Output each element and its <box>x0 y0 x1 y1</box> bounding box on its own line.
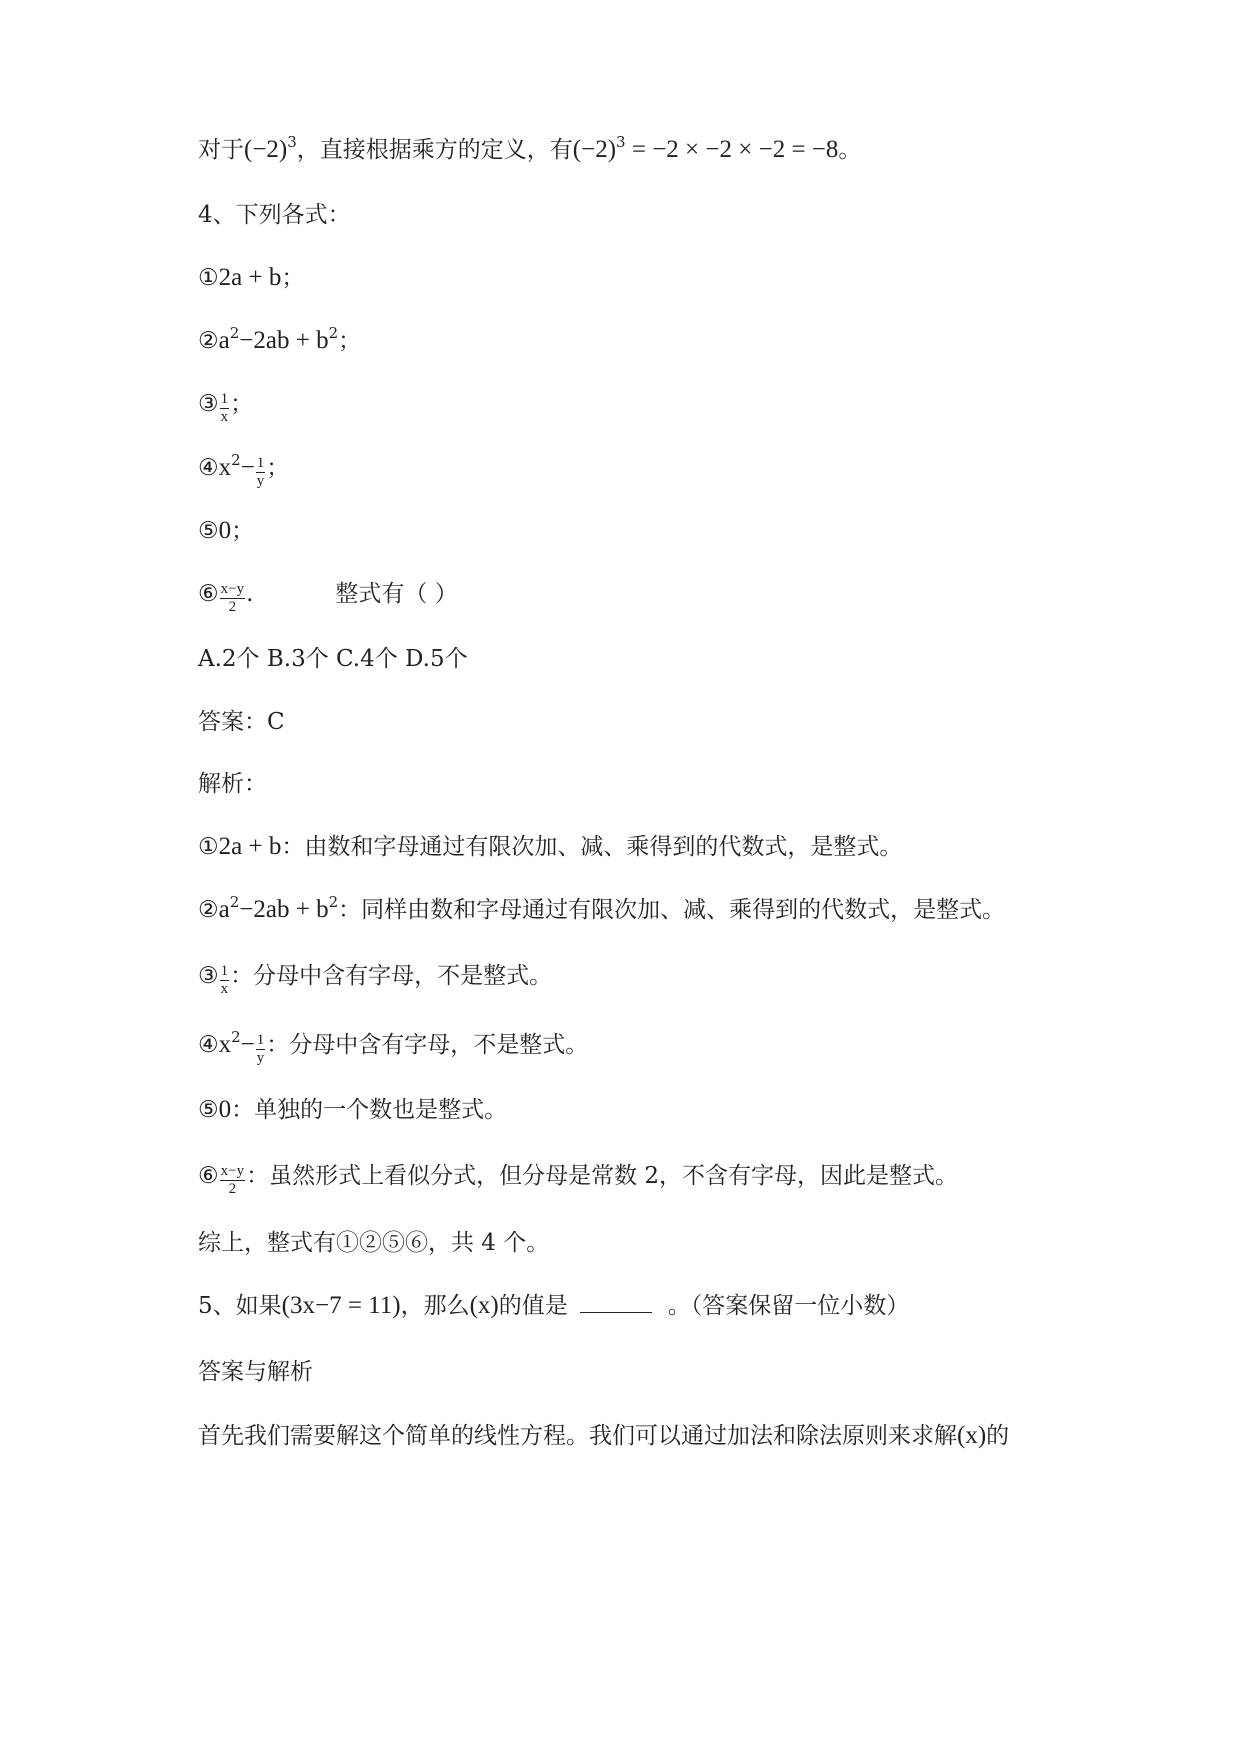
fraction <box>220 392 230 425</box>
answer-explanation-heading: 答案与解析 <box>198 1359 313 1385</box>
denominator: x <box>220 408 229 425</box>
text: 的值是 <box>498 1293 568 1319</box>
answer-choices: A.2个 B.3个 C.4个 D.5个 <box>198 646 468 672</box>
power-explanation-line <box>198 134 861 166</box>
math-expression: −2ab + b <box>239 896 329 923</box>
math-base: (−2) <box>244 136 288 163</box>
option-3 <box>198 388 254 425</box>
explanation-5 <box>198 1094 507 1126</box>
exponent: 3 <box>616 133 626 151</box>
fraction <box>220 1164 245 1197</box>
circled-number: ② <box>198 897 219 923</box>
circled-number: ⑤ <box>198 518 219 544</box>
math-expression: 0 <box>218 517 232 544</box>
math-expression: = −2 × −2 × −2 = −8 <box>625 136 839 163</box>
denominator: 2 <box>228 598 237 615</box>
exponent: 2 <box>229 324 240 342</box>
text: ，直接根据乘方的定义，有 <box>296 137 573 163</box>
option-4 <box>198 451 290 489</box>
text: 5、如果 <box>198 1293 282 1319</box>
summary-line: 综上，整式有①②⑤⑥，共 4 个。 <box>198 1230 550 1256</box>
circled-number: ⑥ <box>198 581 219 607</box>
math-expression: −2ab + b <box>239 327 329 354</box>
math-expression: a <box>218 327 230 354</box>
punctuation: . <box>246 581 254 607</box>
circled-number: ③ <box>198 963 219 989</box>
circled-number: ④ <box>198 455 219 481</box>
punctuation: ； <box>230 391 254 417</box>
question-5 <box>198 1290 909 1322</box>
text: 首先我们需要解这个简单的线性方程。我们可以通过加法和除法原则来求解 <box>198 1423 957 1449</box>
circled-number: ① <box>198 834 219 860</box>
option-1 <box>198 262 304 294</box>
exponent: 2 <box>231 451 241 469</box>
denominator: y <box>256 472 265 489</box>
equation: (3x−7 = 11) <box>281 1292 401 1319</box>
variable: (x) <box>957 1422 987 1449</box>
math-expression: 2a + b <box>218 264 282 291</box>
question-4-title: 4、下列各式： <box>198 202 351 228</box>
punctuation: ； <box>266 455 290 481</box>
answer-blank <box>580 1292 652 1313</box>
text: ，那么 <box>400 1293 470 1319</box>
circled-number: ① <box>198 265 219 291</box>
denominator: x <box>220 980 229 997</box>
denominator: y <box>256 1049 265 1066</box>
fraction <box>220 582 245 615</box>
circled-number: ③ <box>198 391 219 417</box>
fraction <box>220 964 230 997</box>
fraction <box>256 1033 266 1066</box>
exponent: 2 <box>231 1028 241 1046</box>
explanation-6 <box>198 1160 959 1197</box>
circled-number: ⑤ <box>198 1097 219 1123</box>
denominator: 2 <box>228 1180 237 1197</box>
minus-sign: − <box>240 1031 255 1058</box>
explanation-text: ：单独的一个数也是整式。 <box>231 1097 508 1123</box>
text: 。 <box>838 137 862 163</box>
explanation-text: ：由数和字母通过有限次加、减、乘得到的代数式，是整式。 <box>281 834 903 860</box>
math-expression: 2a + b <box>218 833 282 860</box>
circled-number: ② <box>198 328 219 354</box>
solution-intro <box>198 1420 1009 1452</box>
punctuation: ； <box>338 328 362 354</box>
math-expression: 0 <box>218 1096 232 1123</box>
math-expression: a <box>218 896 230 923</box>
question-prompt: 整式有（ ） <box>335 581 458 607</box>
circled-number: ④ <box>198 1032 219 1058</box>
explanation-3 <box>198 960 553 997</box>
numerator: x−y <box>220 580 245 597</box>
punctuation: ； <box>281 265 305 291</box>
numerator: 1 <box>256 454 265 471</box>
punctuation: ； <box>231 518 255 544</box>
explanation-text: ：同样由数和字母通过有限次加、减、乘得到的代数式，是整式。 <box>338 897 1006 923</box>
explanation-text: ：分母中含有字母，不是整式。 <box>266 1032 589 1058</box>
explanation-text: ：分母中含有字母，不是整式。 <box>230 963 553 989</box>
answer-line: 答案：C <box>198 709 285 735</box>
option-6 <box>198 578 458 615</box>
math-expression: x <box>218 1031 232 1058</box>
numerator: 1 <box>220 390 229 407</box>
circled-number: ⑥ <box>198 1163 219 1189</box>
variable: (x) <box>469 1292 499 1319</box>
analysis-heading: 解析： <box>198 771 267 797</box>
explanation-1 <box>198 831 902 863</box>
exponent: 2 <box>328 324 339 342</box>
option-5 <box>198 515 254 547</box>
numerator: 1 <box>256 1031 265 1048</box>
numerator: x−y <box>220 1162 245 1179</box>
explanation-4 <box>198 1028 589 1066</box>
exponent: 3 <box>287 133 297 151</box>
math-expression: x <box>218 454 232 481</box>
text: 。（答案保留一位小数） <box>667 1293 910 1319</box>
text: 对于 <box>198 137 244 163</box>
text: 的 <box>986 1423 1010 1449</box>
minus-sign: − <box>240 454 255 481</box>
math-base: (−2) <box>572 136 617 163</box>
option-2 <box>198 325 361 357</box>
explanation-2 <box>198 894 1005 926</box>
exponent: 2 <box>328 893 339 911</box>
explanation-text: ：虽然形式上看似分式，但分母是常数 2，不含有字母，因此是整式。 <box>246 1163 959 1189</box>
numerator: 1 <box>220 962 229 979</box>
fraction <box>256 456 266 489</box>
exponent: 2 <box>229 893 240 911</box>
